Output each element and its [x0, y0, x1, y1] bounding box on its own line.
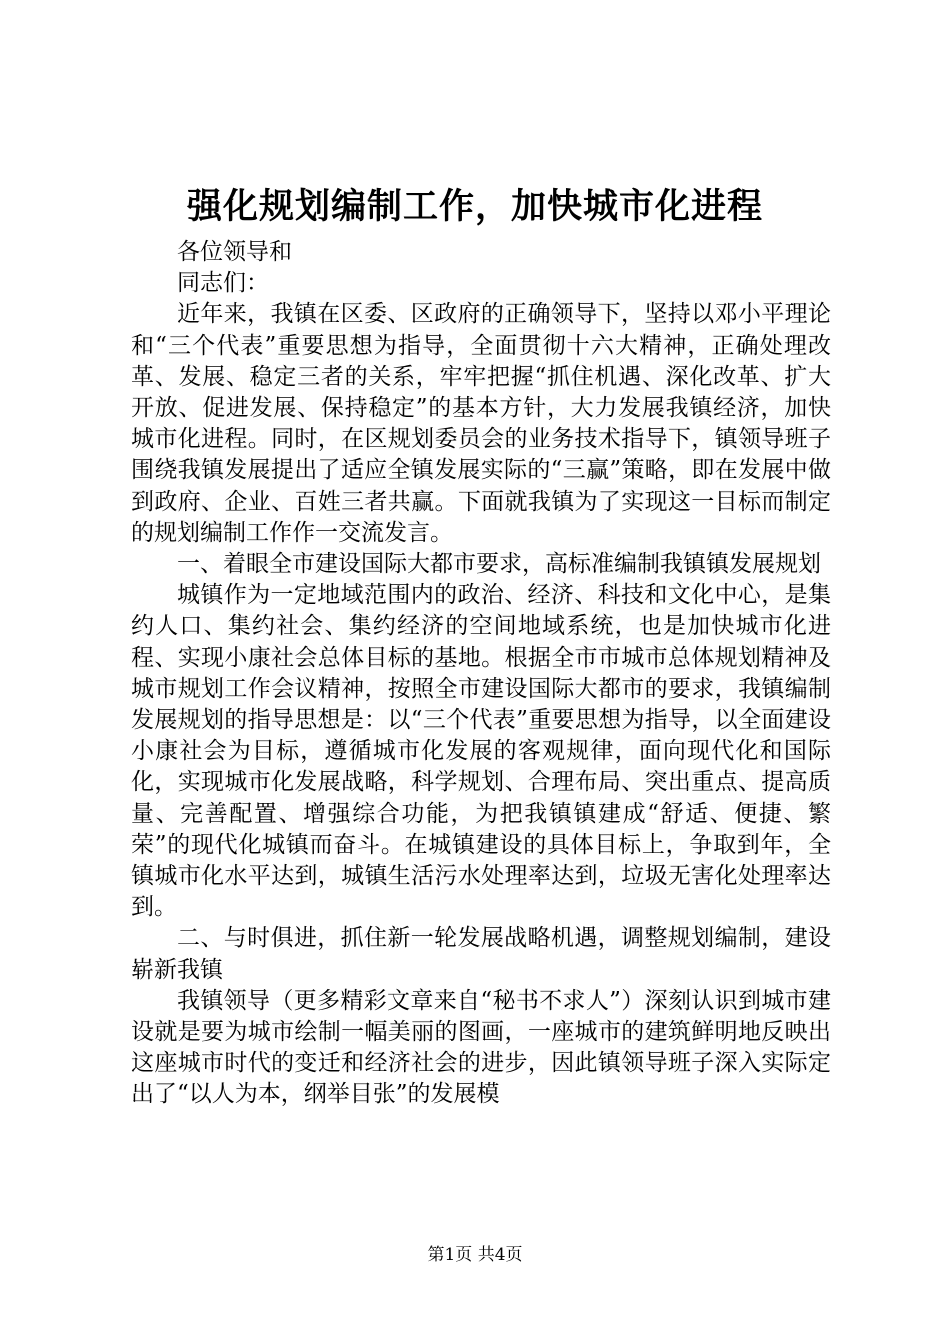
- greeting-line-1: 各位领导和: [177, 239, 292, 265]
- section-heading-2: 二、与时俱进，抓住新一轮发展战略机遇，调整规划编制，建设崭新我镇: [131, 925, 831, 983]
- greeting-line-2: 同志们：: [177, 270, 269, 297]
- document-body: [131, 237, 831, 1111]
- section-heading-1: 一、着眼全市建设国际大都市要求，高标准编制我镇镇发展规划: [177, 551, 821, 578]
- paragraph-intro: 近年来，我镇在区委、区政府的正确领导下，坚持以邓小平理论和“三个代表”重要思想为指导，全面贯彻十六大精神，正确处理改革、发展、稳定三者的关系，牢牢把握“抓住机遇、深化改革、扩大开放、促进发展、保持稳定”的基本方针，大力发展我镇经济，加快城市化进程。同时，在区规划委员会的业务技术指导下，镇领导班子围绕我镇发展提出了适应全镇发展实际的“三赢”策略，即在发展中做到政府、企业、百姓三者共赢。下面就我镇为了实现这一目标而制定的规划编制工作作一交流发言。: [131, 301, 831, 546]
- paragraph-section-2: 我镇领导（更多精彩文章来自“秘书不求人”）深刻认识到城市建设就是要为城市绘制一幅美丽的图画，一座城市的建筑鲜明地反映出这座城市时代的变迁和经济社会的进步，因此镇领导班子深入实际定出了“以人为本，纲举目张”的发展模: [131, 987, 831, 1108]
- paragraph-section-1: 城镇作为一定地域范围内的政治、经济、科技和文化中心，是集约人口、集约社会、集约经济的空间地域系统，也是加快城市化进程、实现小康社会总体目标的基地。根据全市市城市总体规划精神及城市规划工作会议精神，按照全市建设国际大都市的要求，我镇编制发展规划的指导思想是：以“三个代表”重要思想为指导，以全面建设小康社会为目标，遵循城市化发展的客观规律，面向现代化和国际化，实现城市化发展战略，科学规划、合理布局、突出重点、提高质量、完善配置、增强综合功能，为把我镇镇建成“舒适、便捷、繁荣”的现代化城镇而奋斗。在城镇建设的具体目标上，争取到年，全镇城市化水平达到，城镇生活污水处理率达到，垃圾无害化处理率达到。: [131, 582, 831, 921]
- document-title: 强化规划编制工作，加快城市化进程: [186, 186, 763, 227]
- page-footer: 第1页 共4页: [427, 1245, 523, 1265]
